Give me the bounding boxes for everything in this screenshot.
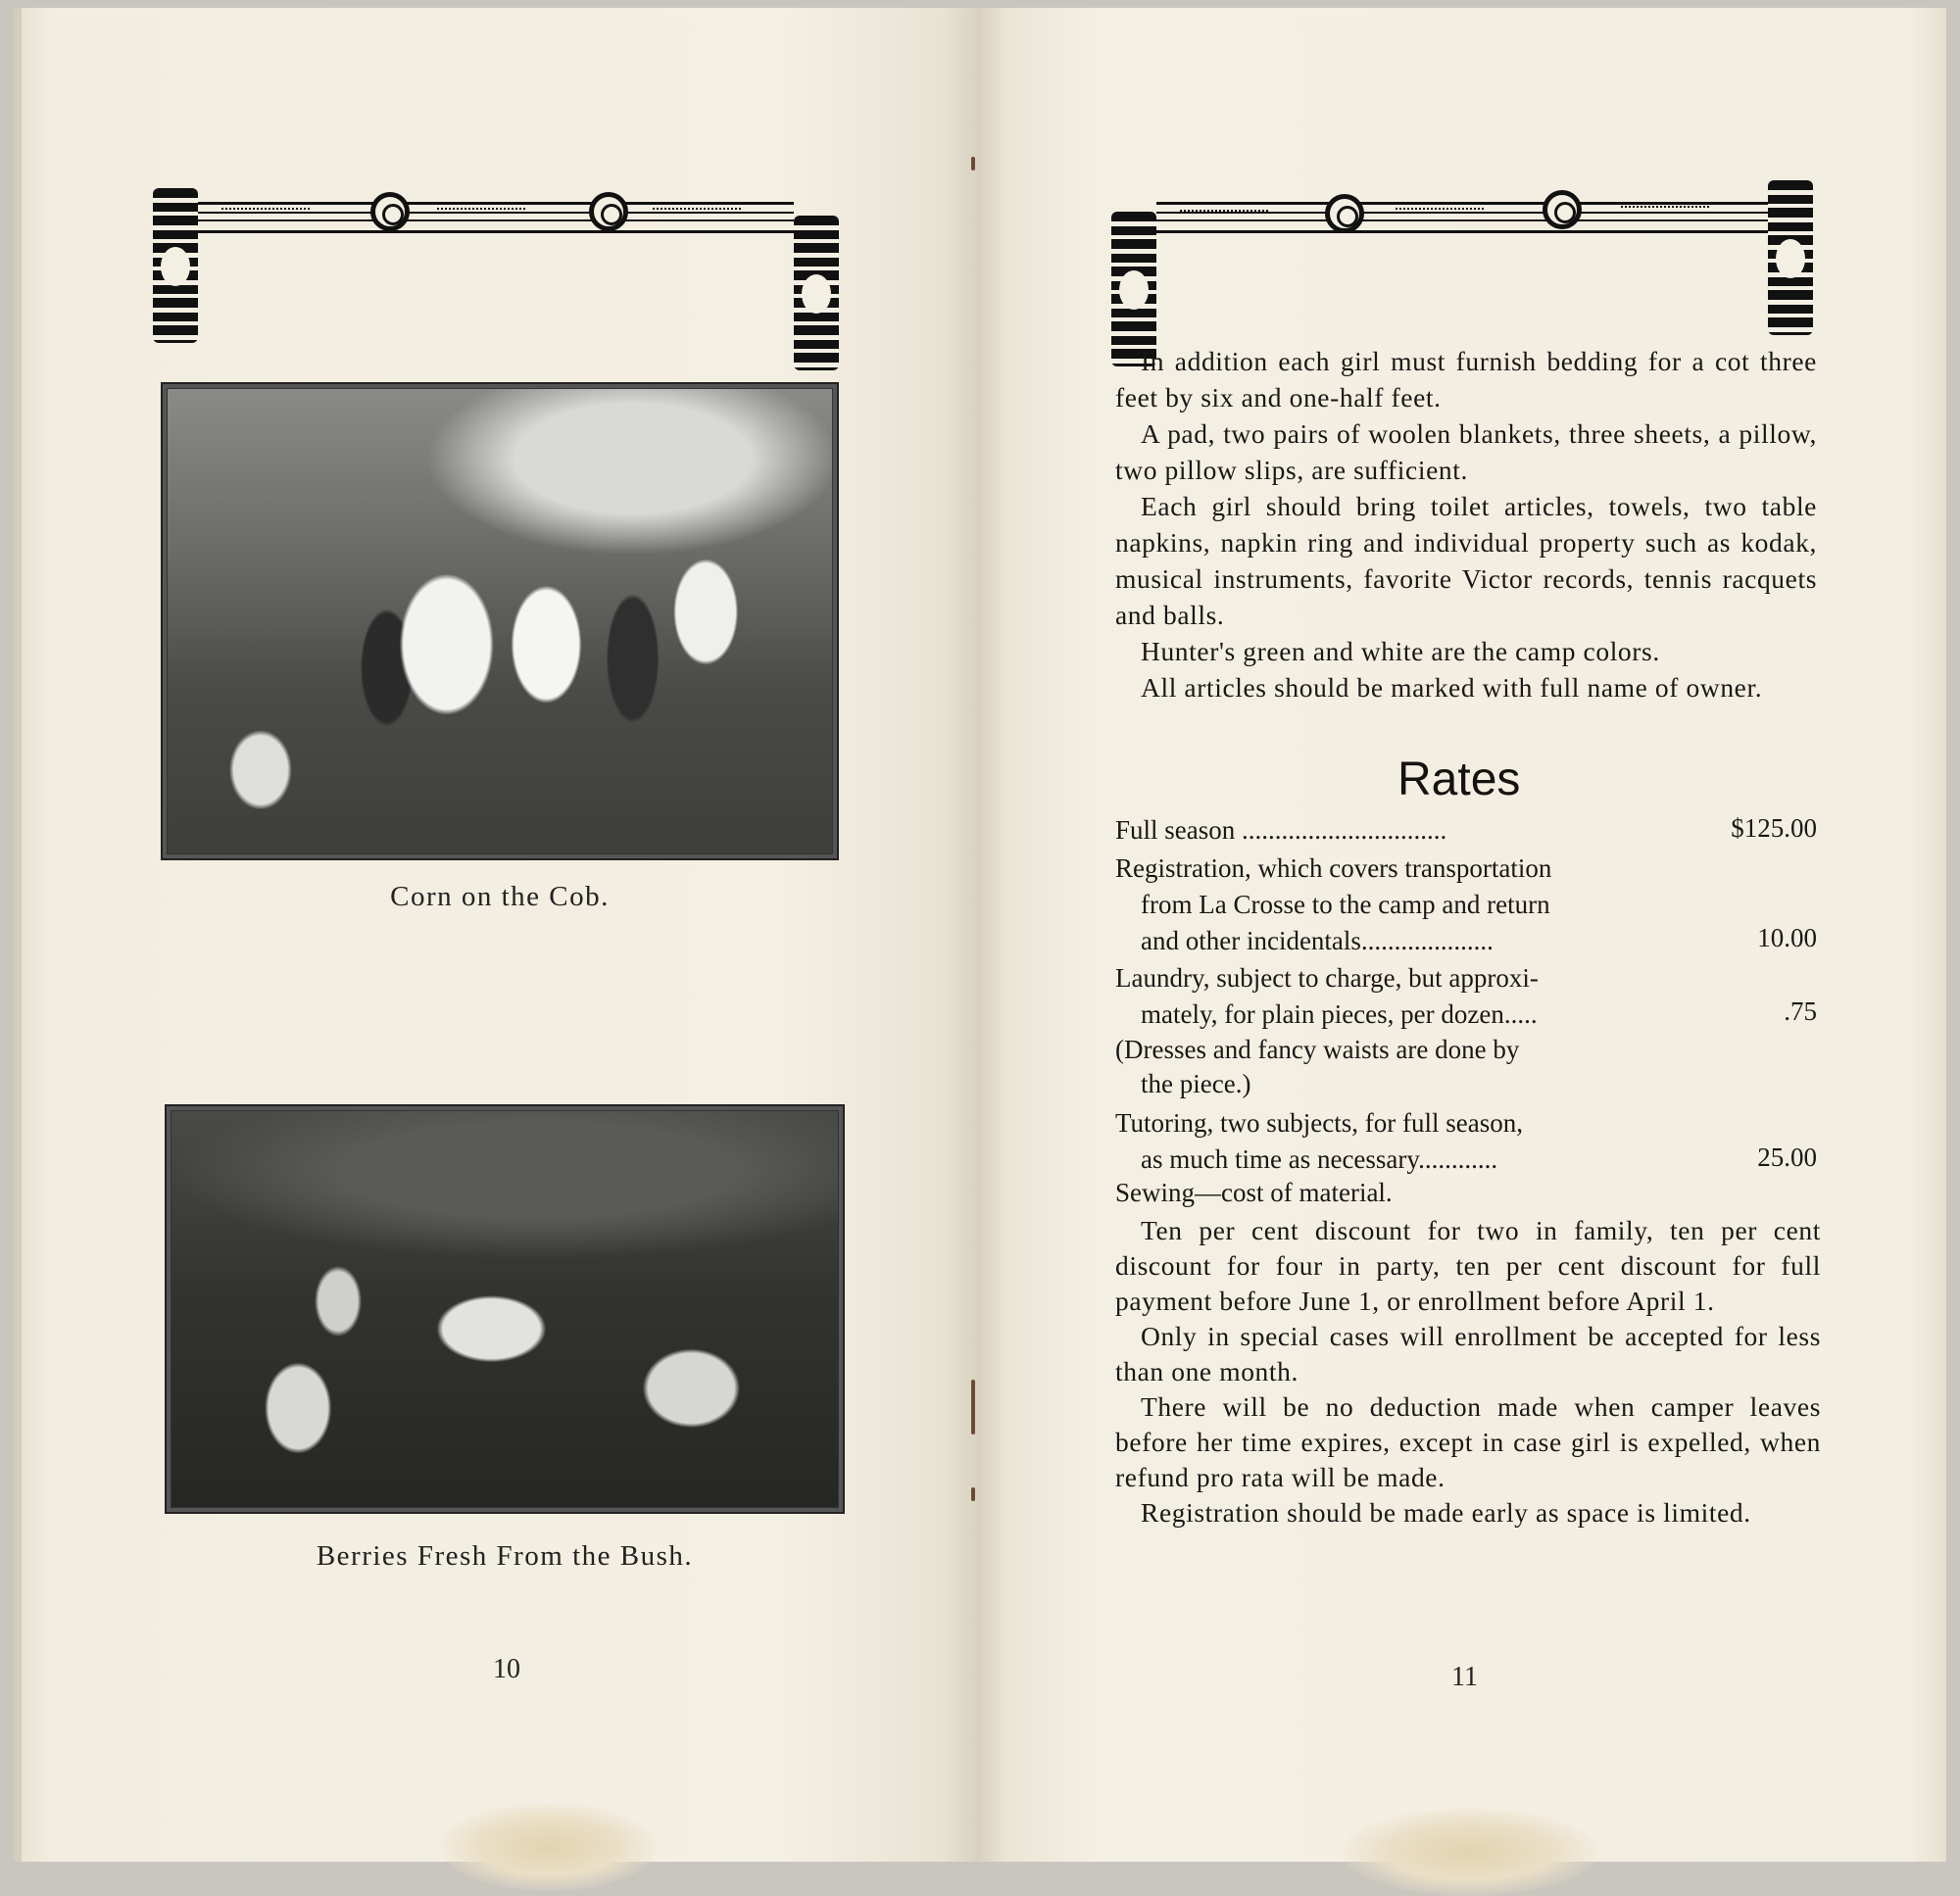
ornament-scroll (653, 208, 741, 219)
ornament-scroll (1621, 206, 1709, 218)
left-page-number: 10 (493, 1654, 520, 1684)
ornament-scroll (437, 208, 525, 219)
photo-image (171, 1110, 839, 1508)
page-edge (14, 8, 22, 1862)
ornament-medallion (1543, 190, 1582, 229)
rate-amount: $125.00 (1731, 813, 1817, 843)
intro-paragraph: All articles should be marked with full name of owner. (1141, 672, 1763, 703)
rate-line: the piece.) (1141, 1069, 1251, 1098)
binding-staple (971, 157, 975, 170)
intro-text (1115, 343, 1817, 705)
binding-staple (971, 1380, 975, 1434)
rate-row-dresses-note (1115, 1033, 1707, 1101)
rate-line: Laundry, subject to charge, but approxi- (1115, 963, 1539, 993)
ornament-post-right (1768, 180, 1813, 335)
rates-heading: Rates (1397, 754, 1521, 805)
right-page-ornament (1111, 176, 1813, 343)
closing-paragraph: Registration should be made early as space is limited. (1141, 1497, 1751, 1528)
photo-corn-on-the-cob (161, 382, 839, 860)
rate-row-full-season (1115, 815, 1707, 846)
page-stain (1343, 1808, 1597, 1896)
photo-image (167, 388, 833, 854)
ornament-scroll (1396, 208, 1484, 219)
rate-row-laundry (1115, 960, 1707, 1033)
page-stain (441, 1803, 657, 1891)
rate-line: Sewing—cost of material. (1115, 1178, 1393, 1207)
rate-amount: 10.00 (1757, 923, 1817, 952)
rate-line: (Dresses and fancy waists are done by (1115, 1035, 1520, 1064)
rate-row-tutoring (1115, 1105, 1707, 1178)
rate-row-sewing (1115, 1178, 1707, 1208)
ornament-post-right (794, 216, 839, 370)
intro-paragraph: In addition each girl must furnish bedding for a cot three feet by six and one-half feet. (1115, 346, 1817, 413)
closing-paragraph: Only in special cases will enrollment be accepted for less than one month. (1115, 1321, 1821, 1386)
rate-line: Full season ............................... (1115, 815, 1447, 845)
ornament-medallion (1325, 194, 1364, 233)
rate-amount: 25.00 (1757, 1142, 1817, 1172)
closing-paragraph: Ten per cent discount for two in family, ten per cent discount for four in party, ten per cent discount for full payment before June 1, or enrollment before April 1. (1115, 1215, 1821, 1316)
right-page-number: 11 (1451, 1662, 1478, 1692)
intro-paragraph: Each girl should bring toilet articles, towels, two table napkins, napkin ring and individual property such as kodak, musical instruments, favorite Victor records, tennis racquets and balls. (1115, 491, 1817, 630)
rate-line: and other incidentals.................... (1141, 926, 1494, 955)
rate-line: as much time as necessary............ (1141, 1144, 1498, 1174)
rate-line: Tutoring, two subjects, for full season, (1115, 1108, 1523, 1138)
ornament-medallion (370, 192, 410, 231)
closing-text (1115, 1213, 1821, 1531)
left-page-ornament (153, 180, 839, 347)
ornament-post-left (153, 188, 198, 343)
intro-paragraph: A pad, two pairs of woolen blankets, three sheets, a pillow, two pillow slips, are sufficient. (1115, 418, 1817, 485)
intro-paragraph: Hunter's green and white are the camp colors. (1141, 636, 1660, 666)
ornament-medallion (589, 192, 628, 231)
photo-berries-fresh-from-the-bush (165, 1104, 845, 1514)
photo2-caption: Berries Fresh From the Bush. (316, 1540, 694, 1572)
closing-paragraph: There will be no deduction made when camper leaves before her time expires, except in case girl is expelled, when refund pro rata will be made. (1115, 1391, 1821, 1492)
rate-row-registration (1115, 851, 1707, 959)
photo1-caption: Corn on the Cob. (390, 881, 610, 912)
rate-amount: .75 (1784, 997, 1817, 1026)
ornament-scroll (221, 208, 310, 219)
rate-line: from La Crosse to the camp and return (1141, 890, 1550, 919)
rate-line: Registration, which covers transportation (1115, 853, 1552, 883)
binding-staple (971, 1487, 975, 1501)
ornament-scroll (1180, 210, 1268, 221)
rate-line: mately, for plain pieces, per dozen..... (1141, 999, 1538, 1029)
